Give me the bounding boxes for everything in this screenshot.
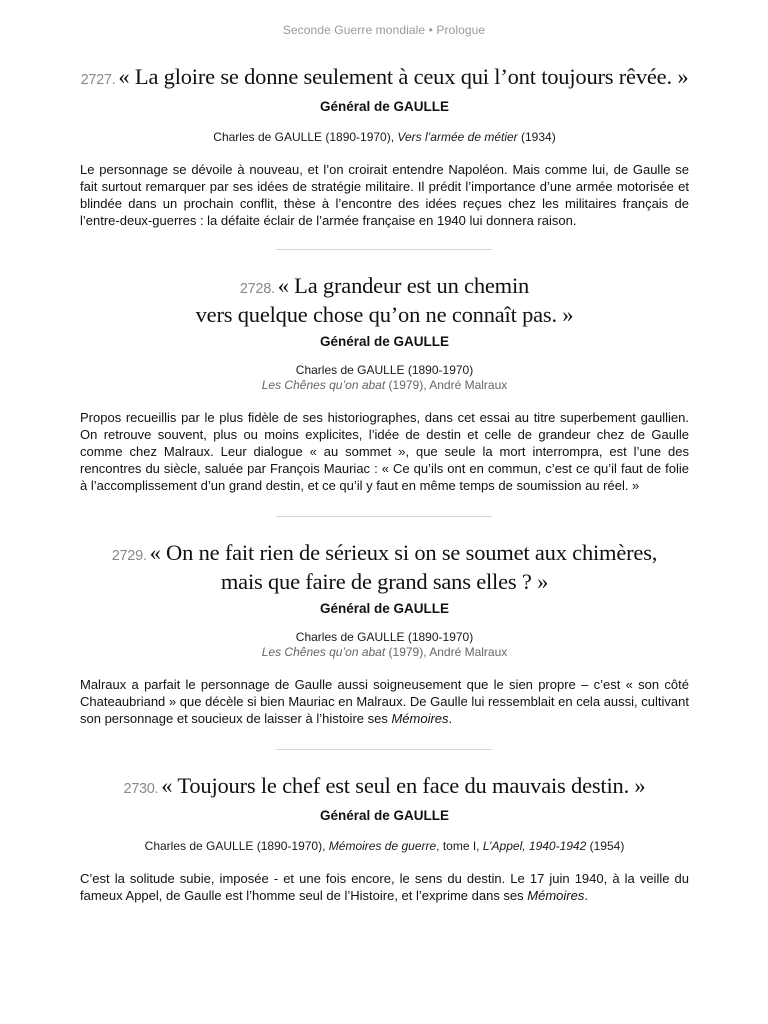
quote-source-work — [80, 378, 689, 393]
section-divider — [276, 516, 492, 517]
quote-source: Charles de GAULLE (1890-1970) — [295, 630, 474, 644]
quote-author: Général de GAULLE — [319, 601, 450, 616]
source-year: (1954) — [586, 839, 625, 853]
quote-text — [80, 64, 689, 93]
source-title: Mémoires de guerre — [328, 839, 437, 853]
commentary-italic: Mémoires — [527, 888, 585, 903]
quote-entry-2729 — [80, 540, 689, 727]
source-volume: , tome I, — [436, 839, 483, 853]
quote-source — [80, 130, 689, 145]
commentary-text: C’est la solitude subie, imposée - et une fois encore, le sens du destin. Le 17 juin 1940, à la veille du fameux Appel, de Gaulle est l’homme seul de l’Histoire, et l’exprime dans ses — [80, 871, 689, 903]
source-title: Les Chênes qu’on abat — [261, 378, 386, 392]
section-divider — [276, 249, 492, 250]
quote-line: « On ne fait rien de sérieux si on se soumet aux chimères, — [149, 540, 658, 565]
quote-entry-2727 — [80, 64, 689, 229]
quote-number: 2730. — [123, 781, 159, 797]
quote-entry-2728 — [80, 273, 689, 494]
quote-author: Général de GAULLE — [319, 334, 450, 349]
quote-text — [80, 540, 689, 569]
quote-text-line-2: mais que faire de grand sans elles ? » — [220, 569, 549, 594]
quote-line: « La gloire se donne seulement à ceux qui l’ont toujours rêvée. » — [118, 64, 689, 89]
quote-source-work — [80, 645, 689, 660]
source-author: Charles de GAULLE (1890-1970), — [144, 839, 329, 853]
running-header: Seconde Guerre mondiale • Prologue — [282, 23, 486, 37]
quote-number: 2727. — [80, 72, 116, 88]
quote-text — [80, 773, 689, 802]
quote-commentary — [80, 870, 689, 904]
quote-entry-2730 — [80, 773, 689, 904]
quote-commentary: Propos recueillis par le plus fidèle de ses historiographes, dans cet essai au titre superbement gaullien. On retrouve souvent, plus ou moins explicites, l’idée de destin et celle de grandeur chez de Gaulle comme chez Malraux. Leur dialogue « au sommet », que seule la mort interrompra, est l’une des rencontres du siècle, saluée par François Mauriac : « Ce qu’ils ont en commun, c’est ce qu’il faut de folie à l’accomplissement d’un grand destin, et ce qu’il y faut en même temps de soumission au réel. » — [80, 410, 689, 493]
source-details: (1979), André Malraux — [385, 645, 508, 659]
source-year: (1934) — [517, 130, 556, 144]
source-subtitle: L’Appel, 1940-1942 — [482, 839, 587, 853]
quote-commentary: Le personnage se dévoile à nouveau, et l’on croirait entendre Napoléon. Mais comme lui, de Gaulle se fait surtout remarquer par ses idées de stratégie militaire. Il prédit l’importance d’une armée motorisée et blindée dans un prochain conflit, thèse à l’encontre des idées reçues chez les militaires français de l’entre-deux-guerres : la défaite éclair de l’armée française en 1940 lui donnera raison. — [80, 162, 689, 228]
quote-author: Général de GAULLE — [319, 99, 450, 114]
section-divider — [276, 749, 492, 750]
quote-text-line-2: vers quelque chose qu’on ne connaît pas. » — [195, 302, 574, 327]
quote-number: 2729. — [111, 548, 147, 564]
quote-commentary — [80, 676, 689, 727]
commentary-end: . — [448, 711, 453, 726]
quote-source: Charles de GAULLE (1890-1970) — [295, 363, 474, 377]
commentary-text: Malraux a parfait le personnage de Gaulle aussi soigneusement que le sien propre – c’est « son côté Chateaubriand » que décèle si bien Mauriac en Malraux. De Gaulle lui ressemblait en cela aussi, cultivant son personnage et soucieux de laisser à l’histoire ses — [80, 677, 689, 726]
quote-source — [80, 839, 689, 854]
commentary-italic: Mémoires — [391, 711, 449, 726]
quote-number: 2728. — [239, 281, 275, 297]
source-author: Charles de GAULLE (1890-1970), — [213, 130, 398, 144]
source-title: Vers l’armée de métier — [397, 130, 518, 144]
quote-text — [80, 273, 689, 302]
quote-author: Général de GAULLE — [319, 808, 450, 823]
source-details: (1979), André Malraux — [385, 378, 508, 392]
quote-line: « Toujours le chef est seul en face du mauvais destin. » — [161, 773, 646, 798]
commentary-end: . — [584, 888, 588, 903]
source-title: Les Chênes qu’on abat — [261, 645, 386, 659]
quote-line: « La grandeur est un chemin — [277, 273, 530, 298]
